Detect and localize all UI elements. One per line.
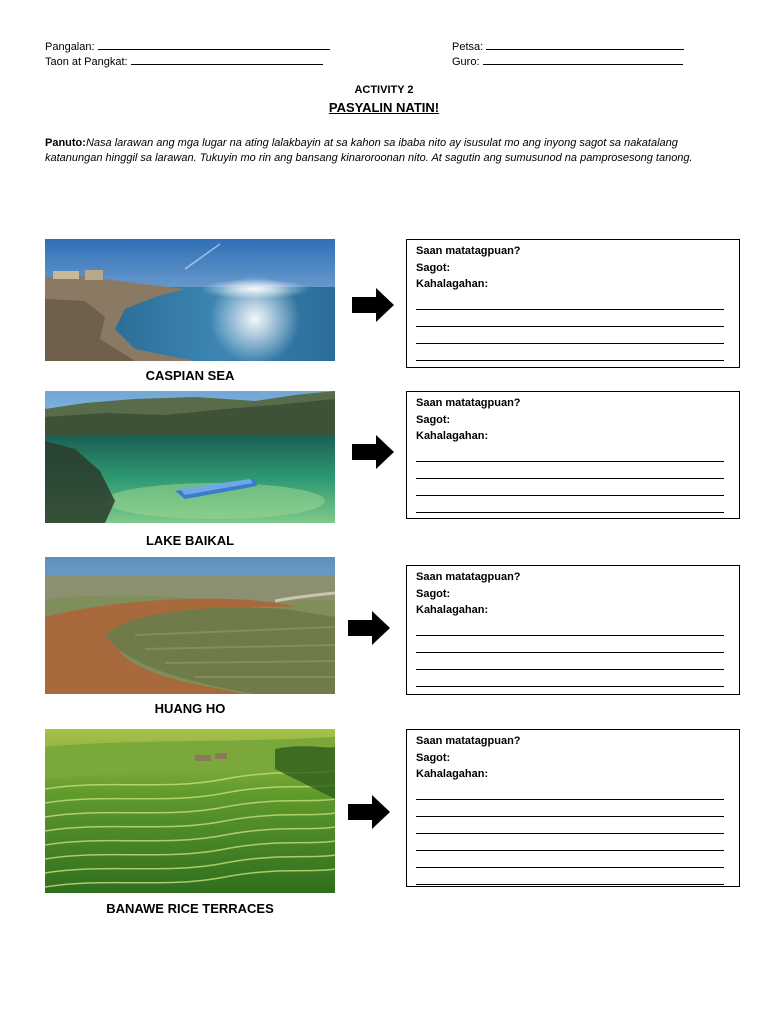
date-label: Petsa:: [452, 41, 484, 53]
name-blank[interactable]: [98, 40, 330, 50]
answer-line[interactable]: [416, 851, 724, 868]
answer-line[interactable]: [416, 619, 724, 636]
answer-line[interactable]: [416, 653, 724, 670]
instructions-label: Panuto:: [45, 137, 86, 149]
importance-label: Kahalagahan:: [416, 768, 489, 780]
activity-title-text: PASYALIN NATIN!: [328, 100, 440, 115]
answer-line[interactable]: [416, 293, 724, 310]
answer-label: Sagot:: [416, 413, 451, 426]
where-question: Saan matatagpuan?: [416, 571, 521, 583]
answer-line[interactable]: [416, 496, 724, 513]
answer-line[interactable]: [416, 817, 724, 834]
activity-number: ACTIVITY 2: [354, 84, 414, 96]
grade-field[interactable]: [45, 55, 323, 68]
importance-label: Kahalagahan:: [416, 278, 489, 290]
answer-box[interactable]: [406, 565, 740, 695]
banawe-rice-terraces-photo: [45, 729, 335, 893]
answer-label: Sagot:: [416, 587, 451, 600]
answer-line[interactable]: [416, 479, 724, 496]
answer-box[interactable]: [406, 729, 740, 887]
lake-baikal-caption: LAKE BAIKAL: [145, 533, 235, 548]
answer-line[interactable]: [416, 868, 724, 885]
answer-line[interactable]: [416, 462, 724, 479]
answer-line[interactable]: [416, 783, 724, 800]
importance-label: Kahalagahan:: [416, 604, 489, 616]
answer-line[interactable]: [416, 670, 724, 687]
answer-label: Sagot:: [416, 261, 451, 274]
activity-title: [0, 100, 768, 115]
arrow-right-icon: [348, 611, 390, 645]
answer-label: Sagot:: [416, 751, 451, 764]
lake-baikal-photo: [45, 391, 335, 523]
teacher-blank[interactable]: [483, 55, 683, 65]
banawe-rice-terraces-caption: BANAWE RICE TERRACES: [106, 901, 274, 916]
teacher-field[interactable]: [452, 55, 683, 68]
huang-ho-caption: HUANG HO: [154, 701, 226, 716]
name-field[interactable]: [45, 40, 330, 53]
importance-label: Kahalagahan:: [416, 430, 489, 442]
where-question: Saan matatagpuan?: [416, 245, 521, 257]
answer-line[interactable]: [416, 344, 724, 361]
instructions-text: Nasa larawan ang mga lugar na ating lalakbayin at sa kahon sa ibaba nito ay isusulat mo ang inyong sagot sa nakatalang katanungan hinggil sa larawan. Tukuyin mo rin ang bansang kinaroroonan nito. At sagutin ang sumusunod na pamprosesong tanong.: [45, 137, 693, 164]
caspian-sea-photo: [45, 239, 335, 361]
answer-box[interactable]: [406, 391, 740, 519]
huang-ho-photo: [45, 557, 335, 694]
grade-label: Taon at Pangkat:: [45, 56, 128, 68]
arrow-right-icon: [352, 435, 394, 469]
arrow-right-icon: [352, 288, 394, 322]
answer-line[interactable]: [416, 310, 724, 327]
name-label: Pangalan:: [45, 41, 95, 53]
answer-box[interactable]: [406, 239, 740, 368]
answer-line[interactable]: [416, 800, 724, 817]
arrow-right-icon: [348, 795, 390, 829]
grade-blank[interactable]: [131, 55, 323, 65]
instructions: [45, 136, 725, 166]
caspian-sea-caption: CASPIAN SEA: [145, 368, 235, 383]
where-question: Saan matatagpuan?: [416, 397, 521, 409]
date-blank[interactable]: [486, 40, 684, 50]
answer-line[interactable]: [416, 445, 724, 462]
answer-line[interactable]: [416, 327, 724, 344]
teacher-label: Guro:: [452, 56, 480, 68]
answer-line[interactable]: [416, 636, 724, 653]
answer-line[interactable]: [416, 834, 724, 851]
where-question: Saan matatagpuan?: [416, 735, 521, 747]
date-field[interactable]: [452, 40, 684, 53]
